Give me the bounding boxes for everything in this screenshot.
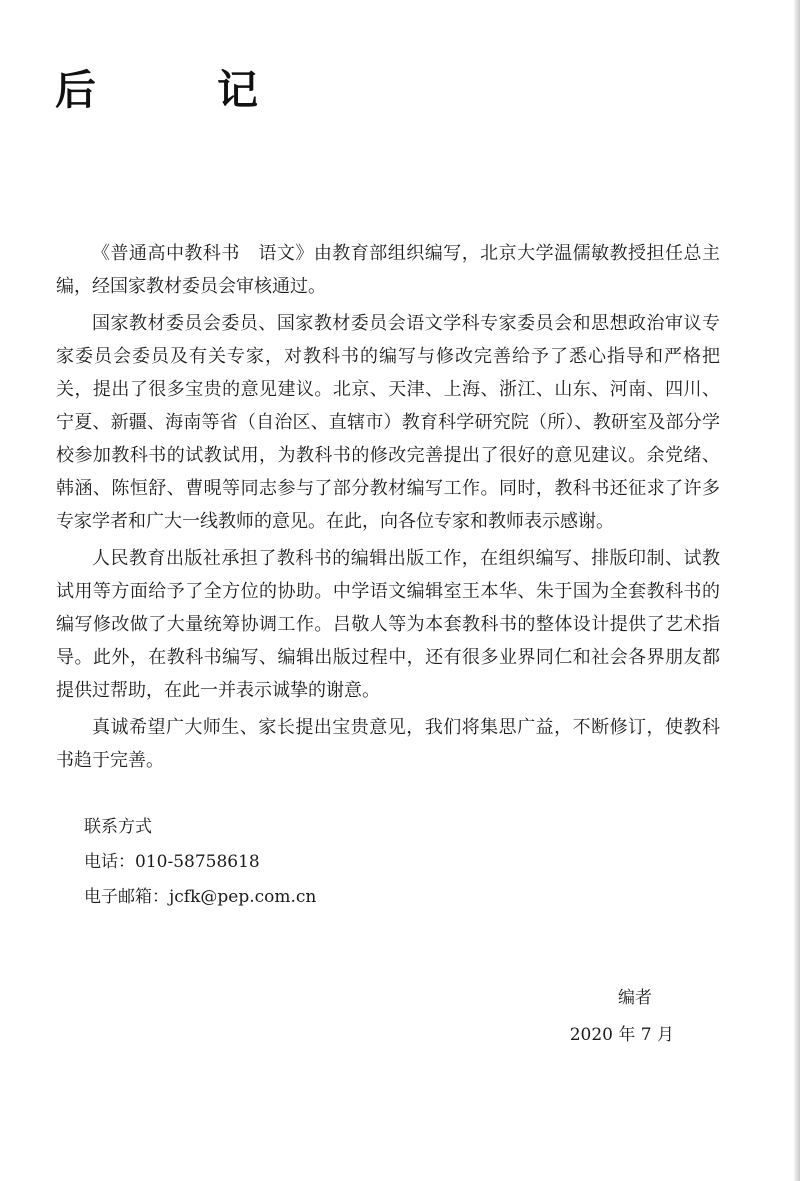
paragraph-3: 人民教育出版社承担了教科书的编辑出版工作，在组织编写、排版印制、试教试用等方面给予了全方位的协助。中学语文编辑室王本华、朱于国为全套教科书的编写修改做了大量统筹协调工作。吕敬人等为本套教科书的整体设计提供了艺术指导。此外，在教科书编写、编辑出版过程中，还有很多业界同仁和社会各界朋友都提供过帮助，在此一并表示诚挚的谢意。 — [56, 548, 720, 701]
page-title: 后 记 — [55, 66, 298, 114]
signature-editor: 编者 — [618, 988, 652, 1008]
contact-heading: 联系方式 — [84, 817, 152, 837]
paragraph-2: 国家教材委员会委员、国家教材委员会语文学科专家委员会和思想政治审议专家委员会委员及有关专家，对教科书的编写与修改完善给予了悉心指导和严格把关，提出了很多宝贵的意见建议。北京、天津、上海、浙江、山东、河南、四川、宁夏、新疆、海南等省（自治区、直辖市）教育科学研究院（所）、教研室及部分学校参加教科书的试教试用，为教科书的修改完善提出了很好的意见建议。余党绪、韩涵、陈恒舒、曹晛等同志参与了部分教材编写工作。同时，教科书还征求了许多专家学者和广大一线教师的意见。在此，向各位专家和教师表示感谢。 — [56, 313, 720, 532]
paragraph-4: 真诚希望广大师生、家长提出宝贵意见，我们将集思广益，不断修订，使教科书趋于完善。 — [56, 717, 720, 771]
contact-email: 电子邮箱：jcfk@pep.com.cn — [84, 887, 317, 907]
page-edge-shadow — [794, 0, 800, 1181]
contact-info — [84, 810, 316, 915]
postscript-body — [56, 237, 720, 781]
contact-phone: 电话：010-58758618 — [84, 852, 260, 872]
signature-block — [570, 980, 674, 1054]
paragraph-1: 《普通高中教科书 语文》由教育部组织编写，北京大学温儒敏教授担任总主编，经国家教材委员会审核通过。 — [56, 243, 720, 297]
signature-date: 2020 年 7 月 — [569, 1025, 674, 1045]
